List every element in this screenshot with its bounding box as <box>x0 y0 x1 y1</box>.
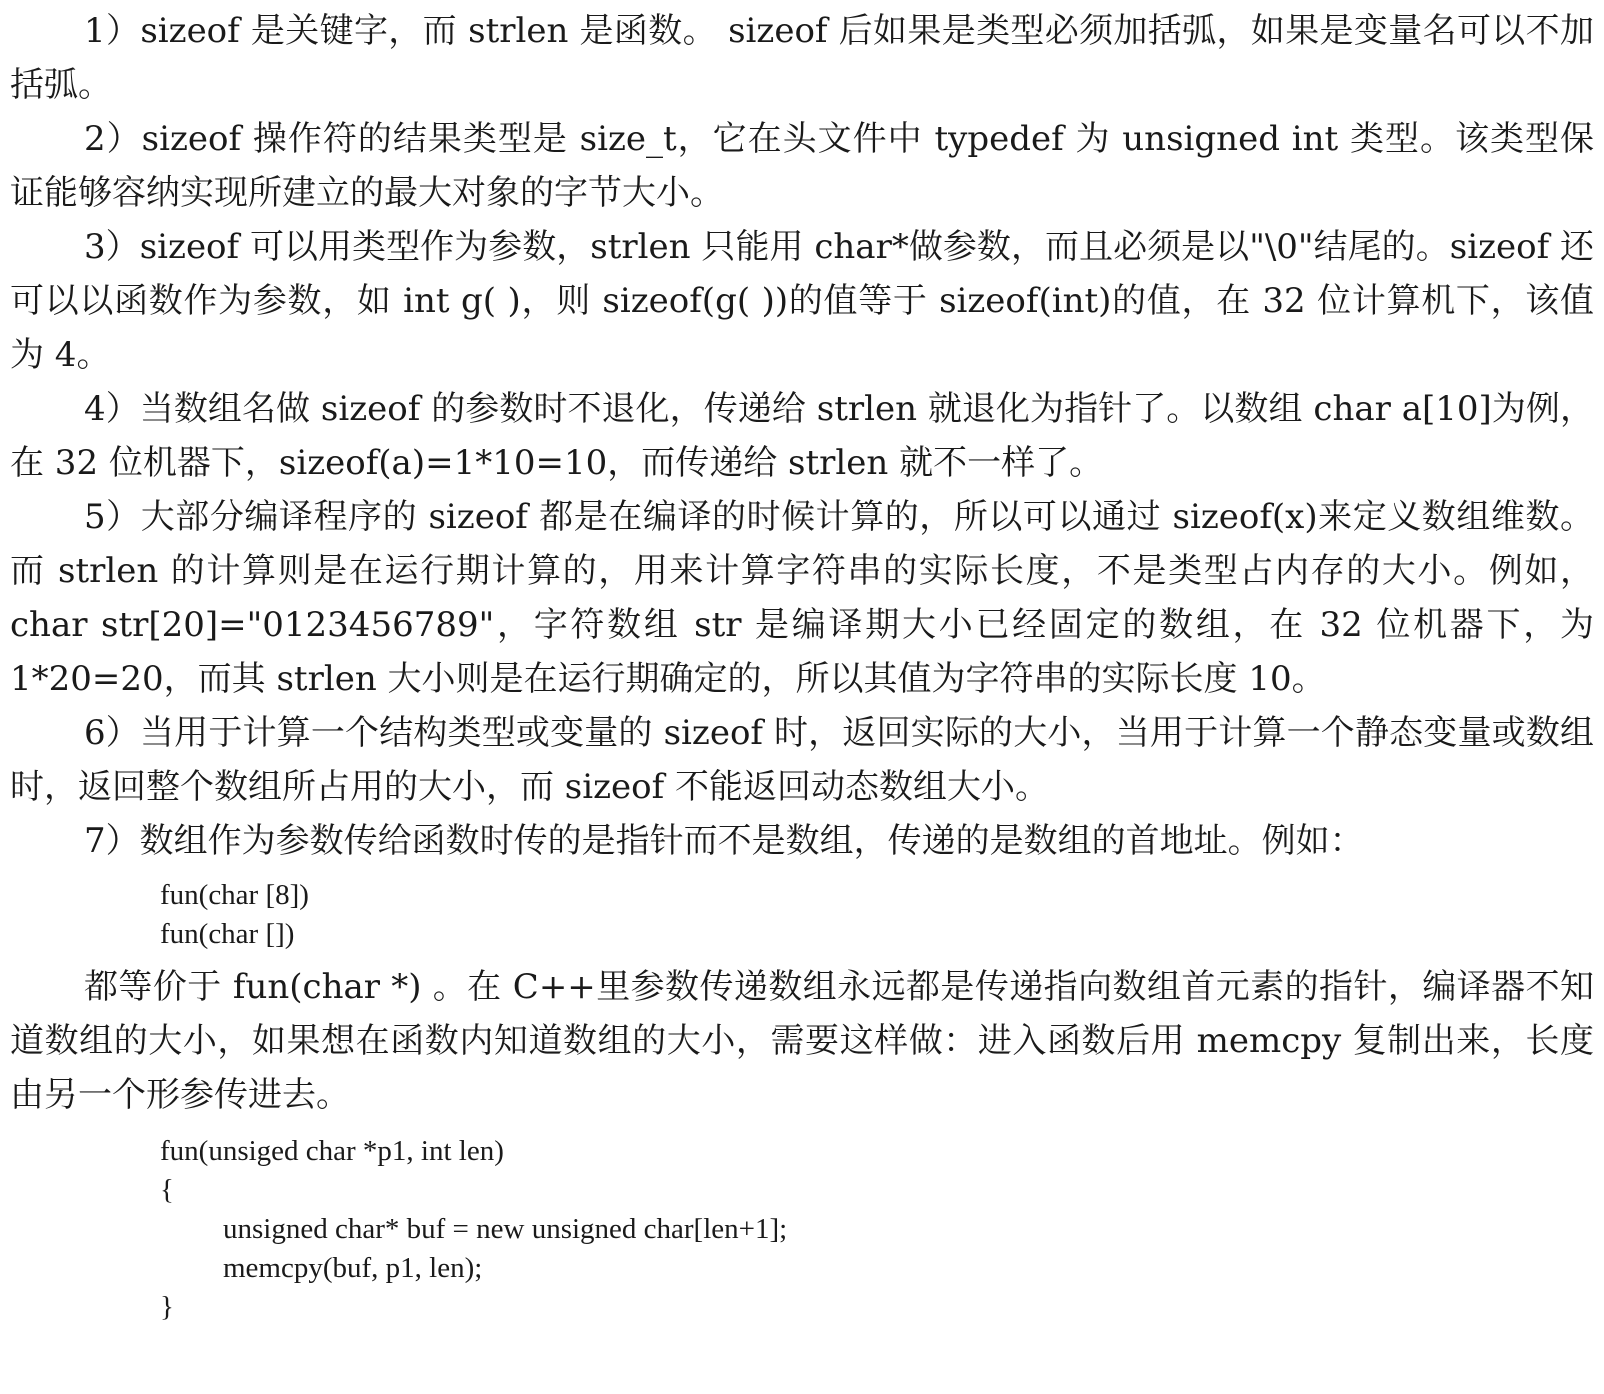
code-block-fun-signatures <box>10 876 1594 954</box>
code-line: unsigned char* buf = new unsigned char[len+1]; <box>223 1213 788 1245</box>
paragraph-7: 7）数组作为参数传给函数时传的是指针而不是数组，传递的是数组的首地址。例如： <box>84 821 1364 861</box>
paragraph-6: 6）当用于计算一个结构类型或变量的 sizeof 时，返回实际的大小，当用于计算一个静态变量或数组时，返回整个数组所占用的大小，而 sizeof 不能返回动态数组大小。 <box>10 713 1594 807</box>
paragraph-5: 5）大部分编译程序的 sizeof 都是在编译的时候计算的，所以可以通过 sizeof(x)来定义数组维数。而 strlen 的计算则是在运行期计算的，用来计算字符串的实际长度，不是类型占内存的大小。例如，char str[20]="0123456789"，字符数组 str 是编译期大小已经固定的数组，在 32 位机器下，为 1*20=20，而其 strlen 大小则是在运行期确定的，所以其值为字符串的实际长度 10。 <box>10 497 1594 699</box>
paragraph-3: 3）sizeof 可以用类型作为参数，strlen 只能用 char*做参数，而且必须是以"\0"结尾的。sizeof 还可以以函数作为参数，如 int g( )，则 sizeof(g( ))的值等于 sizeof(int)的值，在 32 位计算机下，该值为 4。 <box>10 227 1594 375</box>
code-block-memcpy-example <box>10 1132 1594 1327</box>
code-line: fun(char []) <box>160 918 295 950</box>
paragraph-2: 2）sizeof 操作符的结果类型是 size_t，它在头文件中 typedef 为 unsigned int 类型。该类型保证能够容纳实现所建立的最大对象的字节大小。 <box>10 119 1594 213</box>
paragraph-1: 1）sizeof 是关键字，而 strlen 是函数。 sizeof 后如果是类型必须加括弧，如果是变量名可以不加括弧。 <box>10 11 1594 105</box>
code-line: memcpy(buf, p1, len); <box>223 1252 483 1284</box>
code-line: } <box>160 1291 174 1323</box>
code-line: { <box>160 1174 174 1206</box>
paragraph-4: 4）当数组名做 sizeof 的参数时不退化，传递给 strlen 就退化为指针了。以数组 char a[10]为例，在 32 位机器下，sizeof(a)=1*10=10，而传递给 strlen 就不一样了。 <box>10 389 1594 483</box>
code-line: fun(unsiged char *p1, int len) <box>160 1135 504 1167</box>
paragraph-equivalence: 都等价于 fun(char *) 。在 C++里参数传递数组永远都是传递指向数组首元素的指针，编译器不知道数组的大小，如果想在函数内知道数组的大小，需要这样做：进入函数后用 memcpy 复制出来，长度由另一个形参传进去。 <box>10 967 1594 1115</box>
code-line: fun(char [8]) <box>160 879 309 911</box>
document-page <box>10 0 1594 1394</box>
